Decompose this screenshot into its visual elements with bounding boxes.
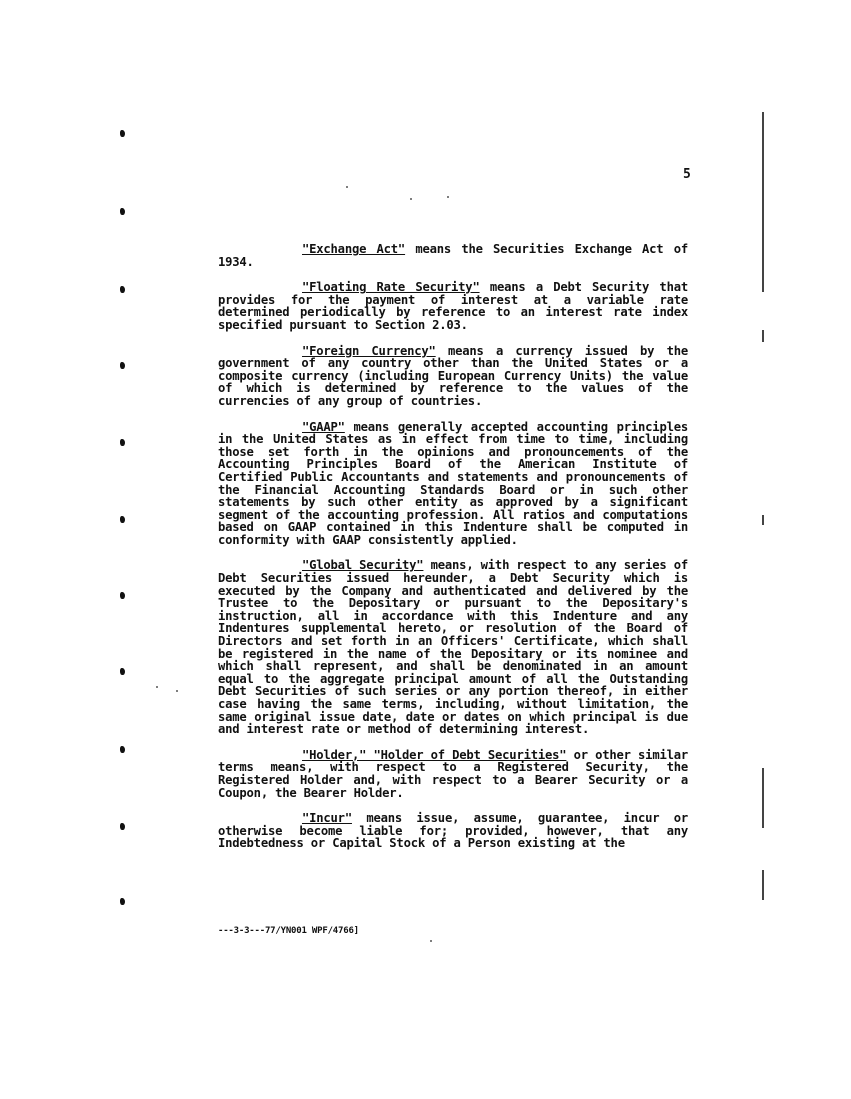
edge-mark <box>762 330 764 342</box>
margin-mark <box>120 362 125 369</box>
margin-mark <box>120 130 125 137</box>
definitions-body <box>218 243 688 863</box>
speck <box>430 940 432 942</box>
speck <box>447 196 449 198</box>
margin-mark <box>120 208 125 215</box>
edge-mark <box>762 515 764 525</box>
edge-mark <box>762 870 764 900</box>
page-number: 5 <box>683 167 691 182</box>
definition-text: means generally accepted accounting principles in the United States as in effect from time to time, including those set forth in the opinions and pronouncements of the Accounting Principles Board of the American Institute of Certified Public Accountants and statements and pronouncements of the Financial Accounting Standards Board or in such other statements by such other entity as approved by a significant segment of the accounting profession. All ratios and computations based on GAAP contained in this Indenture shall be computed in conformity with GAAP consistently applied. <box>218 419 688 547</box>
defined-term: "Exchange Act" <box>302 242 406 256</box>
speck <box>176 690 178 692</box>
definition-text: means, with respect to any series of Debt Securities issued hereunder, a Debt Security which is executed by the Company and authenticated and delivered by the Trustee to the Depositary or pursuant to the Depositary's instruction, all in accordance with this Indenture and any Indentures supplemental hereto, or resolution of the Board of Directors and set forth in an Officers' Certificate, which shall be registered in the name of the Depositary or its nominee and which shall represent, and shall be denominated in an amount equal to the aggregate principal amount of all the Outstanding Debt Securities of such series or any portion thereof, in either case having the same terms, including, without limitation, the same original issue date, date or dates on which principal is due and interest rate or method of determining interest. <box>218 558 689 737</box>
margin-mark <box>120 668 125 675</box>
defined-term: "Holder," "Holder of Debt Securities" <box>302 747 567 762</box>
definition-incur <box>218 812 688 850</box>
margin-mark <box>120 823 125 830</box>
definition-global-security <box>218 559 688 735</box>
defined-term: "Incur" <box>302 811 352 826</box>
definition-text: means the Securities Exchange Act of 1934. <box>218 242 688 269</box>
margin-mark <box>120 898 125 905</box>
speck <box>410 198 412 200</box>
edge-mark <box>762 768 764 828</box>
definition-text: or other similar terms means, with respect to a Registered Security, the Registered Holder and, with respect to a Bearer Security or a Coupon, the Bearer Holder. <box>218 747 689 800</box>
definition-exchange-act <box>218 243 688 268</box>
defined-term: "Floating Rate Security" <box>302 280 480 295</box>
margin-mark <box>120 439 125 446</box>
definition-gaap <box>218 421 688 547</box>
defined-term: "GAAP" <box>302 419 345 434</box>
edge-mark <box>762 112 764 292</box>
margin-mark <box>120 592 125 599</box>
speck <box>346 186 348 188</box>
margin-mark <box>120 516 125 523</box>
margin-mark <box>120 746 125 753</box>
defined-term: "Foreign Currency" <box>302 343 436 358</box>
document-footer-code: ---3-3---77/YN001 WPF/4766] <box>218 926 359 936</box>
definition-foreign-currency <box>218 345 688 408</box>
definition-floating-rate-security <box>218 281 688 331</box>
definition-text: means a currency issued by the government of any country other than the United States or a composite currency (including European Currency Units) the value of which is determined by reference to the values of the currencies of any group of countries. <box>218 343 688 408</box>
definition-text: means a Debt Security that provides for the payment of interest at a variable rate determined periodically by reference to an interest rate index specified pursuant to Section 2.03. <box>218 280 688 332</box>
speck <box>156 686 158 688</box>
definition-text: means issue, assume, guarantee, incur or otherwise become liable for; provided, however, that any Indebtedness or Capital Stock of a Person existing at the <box>218 811 688 851</box>
defined-term: "Global Security" <box>302 558 424 573</box>
margin-mark <box>120 286 125 293</box>
definition-holder <box>218 749 688 799</box>
